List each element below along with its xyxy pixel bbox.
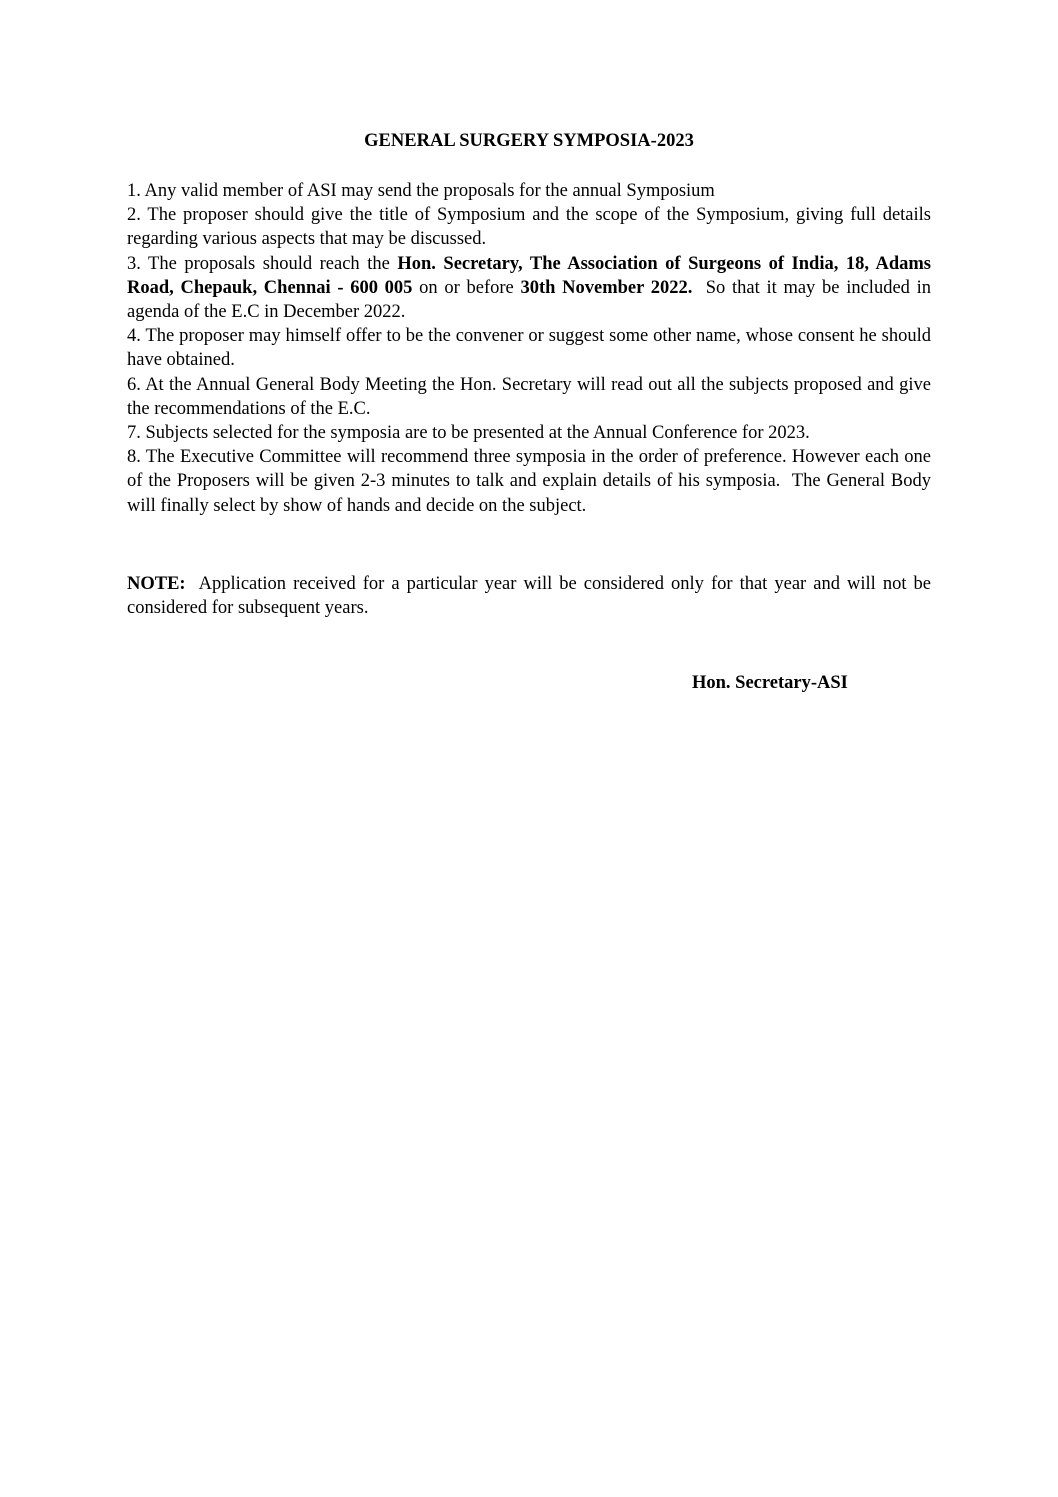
list-item-8: 8. The Executive Committee will recommend three symposia in the order of preference. However each one of the Proposers will be given 2-3 minutes to talk and explain details of his symposia. The General Body will finally select by show of hands and decide on the subject. <box>127 447 936 516</box>
signature: Hon. Secretary-ASI <box>692 673 848 693</box>
list-item-7: 7. Subjects selected for the symposia are to be presented at the Annual Conference for 2023. <box>127 423 810 444</box>
list-item-6: 6. At the Annual General Body Meeting the Hon. Secretary will read out all the subjects proposed and give the recommendations of the E.C. <box>127 374 931 419</box>
list-item-1: 1. Any valid member of ASI may send the proposals for the annual Symposium <box>127 181 715 201</box>
list-item-3-text-a: 3. The proposals should reach the <box>127 253 398 274</box>
list-item-2: 2. The proposer should give the title of Symposium and the scope of the Symposium, giving full details regarding various aspects that may be discussed. <box>127 205 931 250</box>
list-item-3 <box>127 252 936 325</box>
secretary-address: Hon. Secretary, The Association of Surgeons of India, 18, Adams Road, Chepauk, Chennai - 600 005 <box>127 253 931 298</box>
deadline-date: 30th November 2022. <box>520 277 693 298</box>
list-item-3-text-b: on or before <box>412 277 521 298</box>
list-item-4: 4. The proposer may himself offer to be the convener or suggest some other name, whose consent he should have obtained. <box>127 326 931 371</box>
note-paragraph <box>127 572 936 620</box>
list-item-3-text-c: So that it may be included in agenda of the E.C in December 2022. <box>127 277 936 323</box>
note-text: Application received for a particular year will be considered only for that year and will not be considered for subsequent years. <box>127 574 936 619</box>
document-title: GENERAL SURGERY SYMPOSIA-2023 <box>364 131 694 151</box>
note-label: NOTE: <box>127 574 186 594</box>
document-body <box>127 179 936 518</box>
